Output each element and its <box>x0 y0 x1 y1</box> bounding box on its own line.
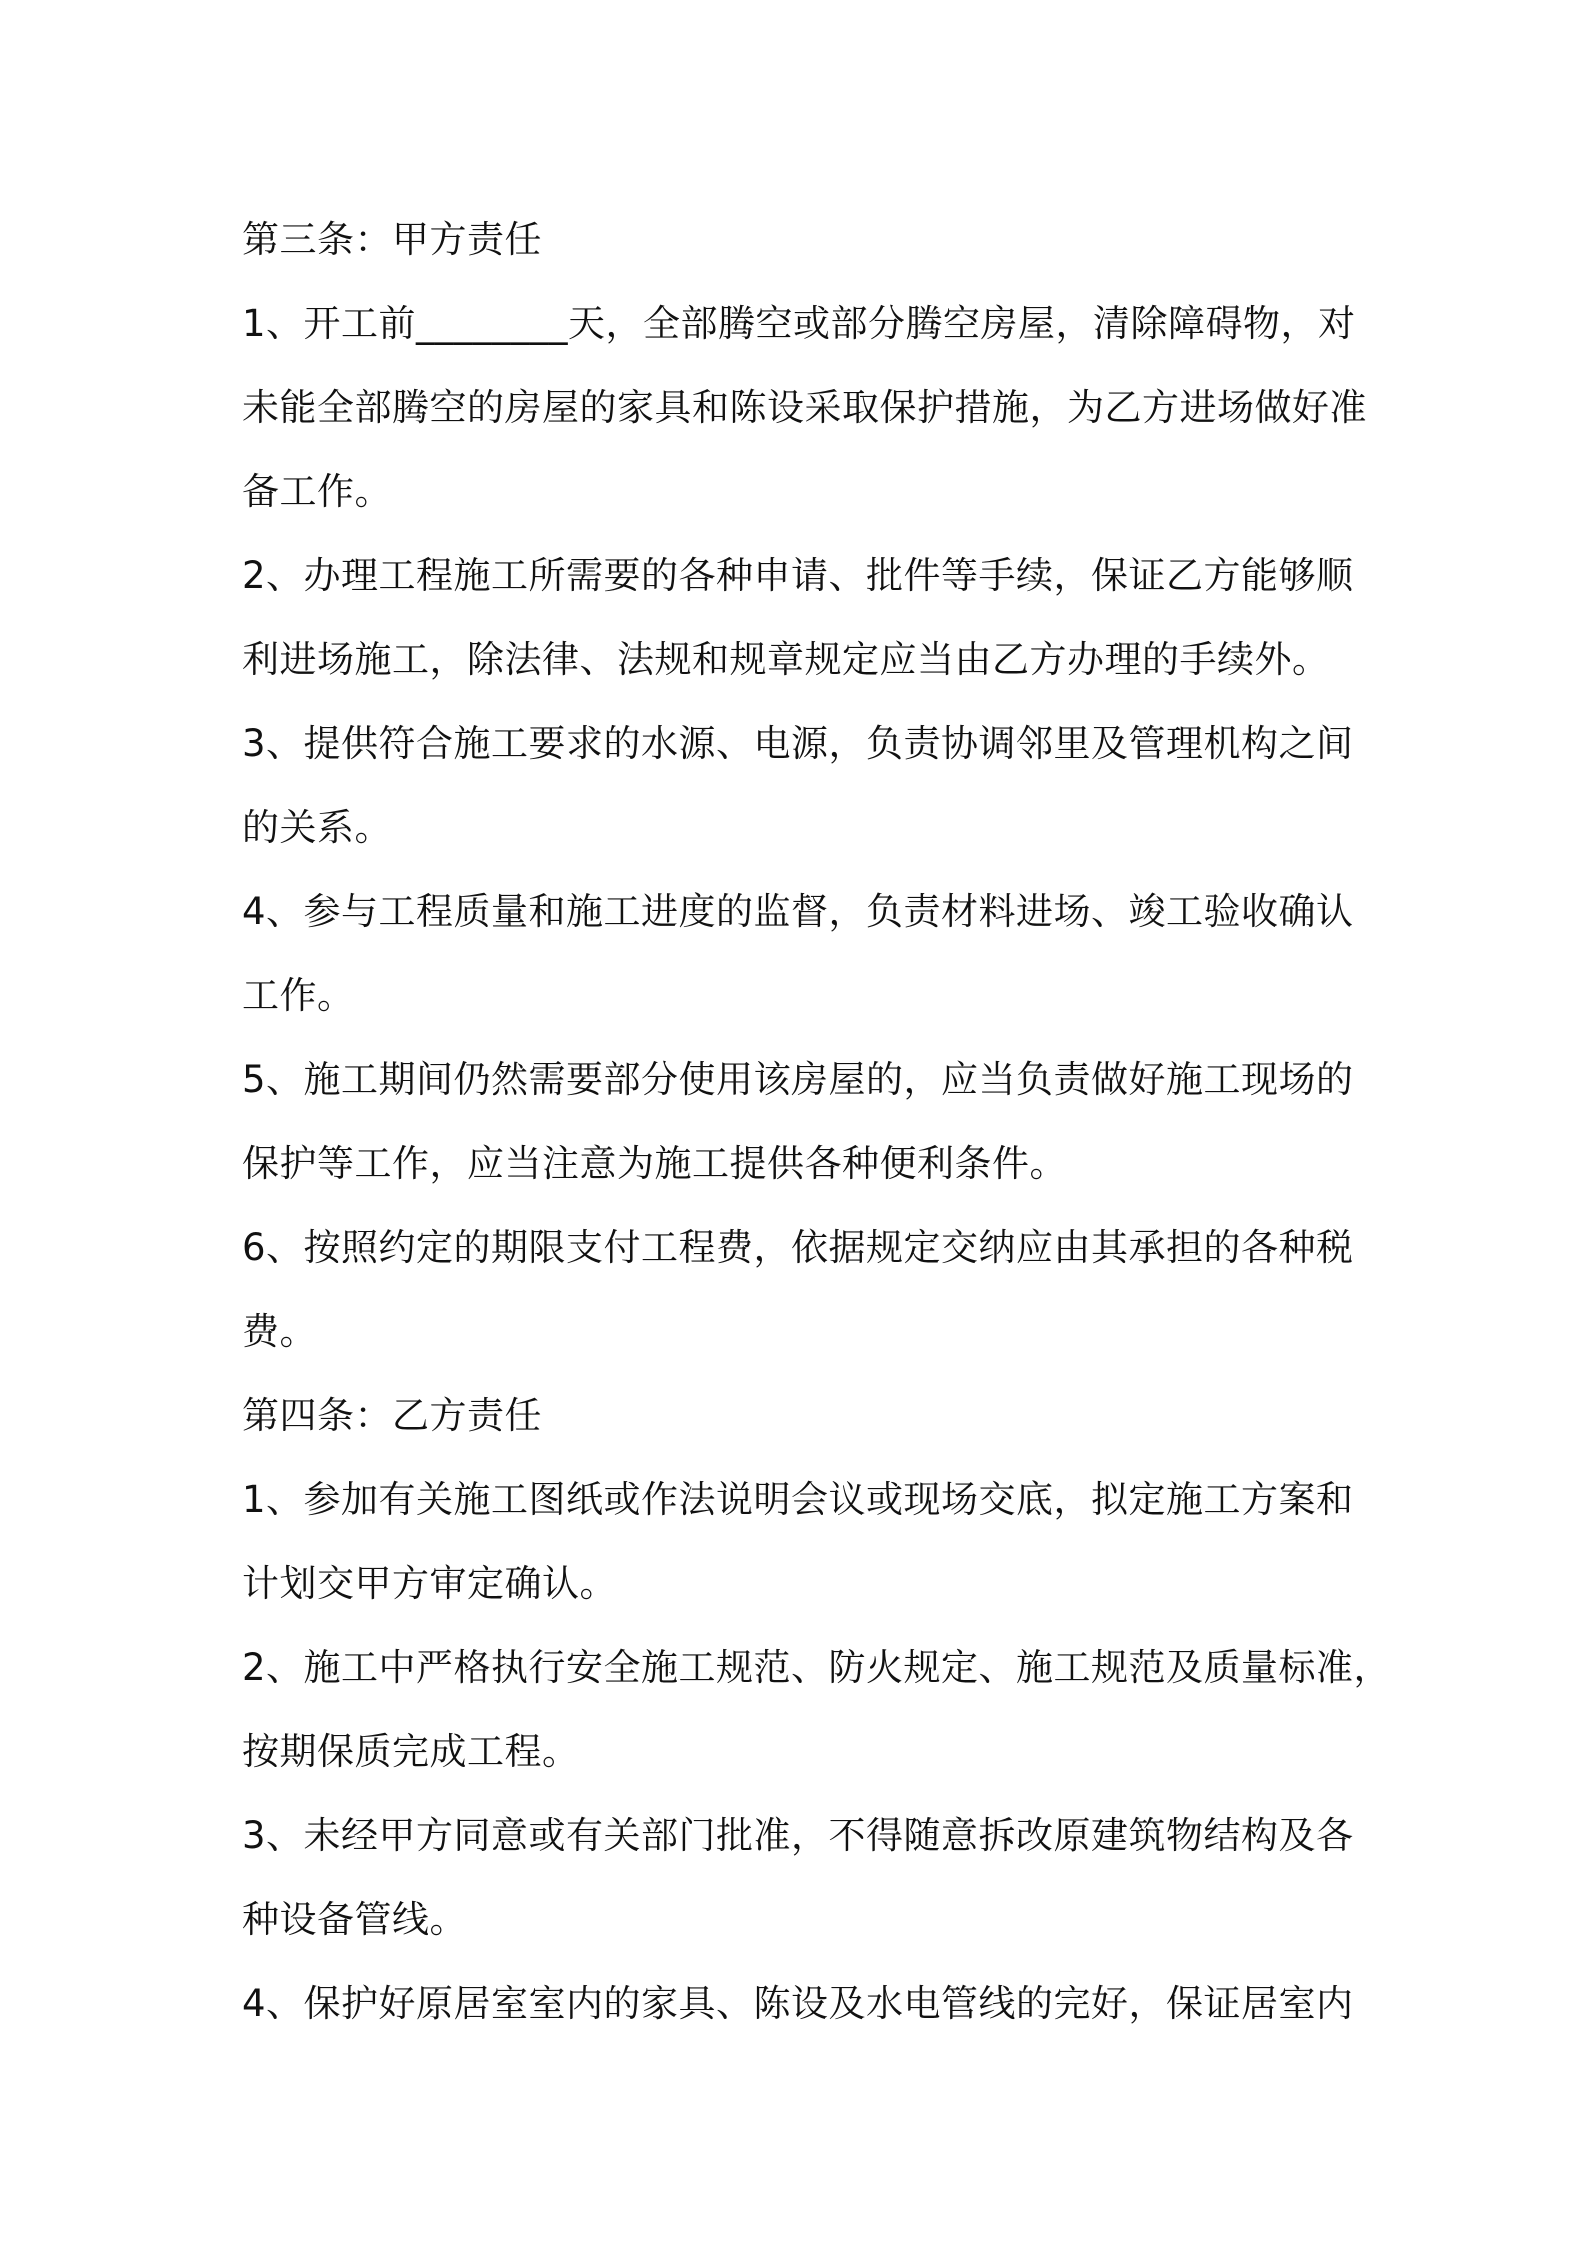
text-line: 4、保护好原居室室内的家具、陈设及水电管线的完好，保证居室内 <box>242 1982 1354 2025</box>
text-line: 3、未经甲方同意或有关部门批准，不得随意拆改原建筑物结构及各 <box>242 1814 1354 1857</box>
text-line: 6、按照约定的期限支付工程费，依据规定交纳应由其承担的各种税 <box>242 1226 1354 1269</box>
text-line: 工作。 <box>242 974 355 1017</box>
text-line: 3、提供符合施工要求的水源、电源，负责协调邻里及管理机构之间 <box>242 722 1354 765</box>
text-line: 1、开工前________天，全部腾空或部分腾空房屋，清除障碍物，对 <box>242 302 1356 345</box>
section-heading-party-b: 第四条：乙方责任 <box>242 1394 542 1437</box>
document-body <box>242 198 1392 2046</box>
text-line: 种设备管线。 <box>242 1898 467 1941</box>
text-line: 按期保质完成工程。 <box>242 1730 580 1773</box>
section-heading-party-a: 第三条：甲方责任 <box>242 218 542 261</box>
text-line: 2、办理工程施工所需要的各种申请、批件等手续，保证乙方能够顺 <box>242 554 1354 597</box>
text-line: 5、施工期间仍然需要部分使用该房屋的，应当负责做好施工现场的 <box>242 1058 1354 1101</box>
text-line: 利进场施工，除法律、法规和规章规定应当由乙方办理的手续外。 <box>242 638 1330 681</box>
text-line: 1、参加有关施工图纸或作法说明会议或现场交底，拟定施工方案和 <box>242 1478 1354 1521</box>
text-line: 费。 <box>242 1310 317 1353</box>
text-line: 的关系。 <box>242 806 392 849</box>
text-line: 4、参与工程质量和施工进度的监督，负责材料进场、竣工验收确认 <box>242 890 1354 933</box>
text-line: 保护等工作，应当注意为施工提供各种便利条件。 <box>242 1142 1067 1185</box>
text-line: 备工作。 <box>242 470 392 513</box>
text-line: 未能全部腾空的房屋的家具和陈设采取保护措施，为乙方进场做好准 <box>242 386 1367 429</box>
text-line: 2、施工中严格执行安全施工规范、防火规定、施工规范及质量标准， <box>242 1646 1392 1689</box>
text-line: 计划交甲方审定确认。 <box>242 1562 617 1605</box>
